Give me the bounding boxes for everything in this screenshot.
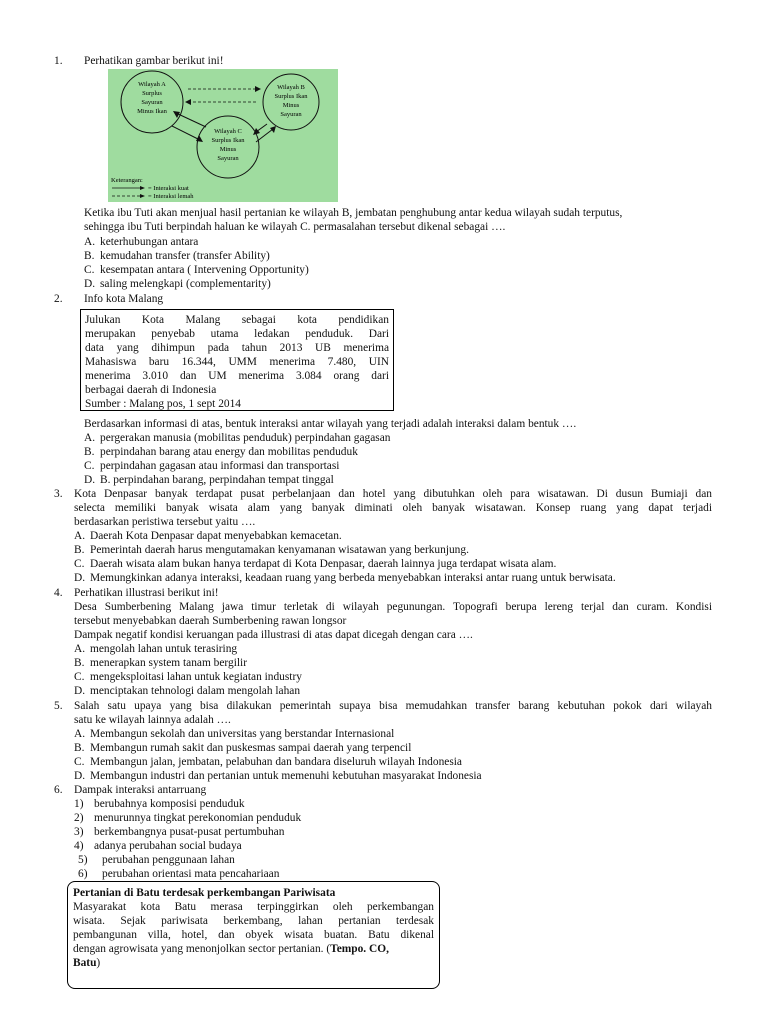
question-5-option-a[interactable]: A. Membangun sekolah dan universitas yang berstandar Internasional xyxy=(74,728,395,740)
question-2-option-a[interactable]: A. pergerakan manusia (mobilitas penduduk) perpindahan gagasan xyxy=(84,432,391,444)
question-2-question: Berdasarkan informasi di atas, bentuk interaksi antar wilayah yang terjadi adalah interaksi dalam bentuk …. xyxy=(84,418,577,430)
article-source-city: Batu xyxy=(73,957,97,969)
question-4-line2: tersebut menyebabkan daerah Sumberbening rawan longsor xyxy=(74,615,347,627)
interaction-diagram xyxy=(108,69,338,202)
question-3-option-d[interactable]: D. Memungkinkan adanya interaksi, keadaan ruang yang berbeda menyebabkan interaksi antar ruang untuk berwisata. xyxy=(74,572,616,584)
diagram-b-line1: Wilayah B xyxy=(277,84,305,91)
question-3-option-c[interactable]: C. Daerah wisata alam bukan hanya terdapat di Kota Denpasar, daerah lainnya juga terdapat wisata alam. xyxy=(74,558,557,570)
question-2-option-c[interactable]: C. perpindahan gagasan atau informasi dan transportasi xyxy=(84,460,340,472)
question-2-title: Info kota Malang xyxy=(84,293,164,305)
impact-item: 4) adanya perubahan social budaya xyxy=(74,840,242,852)
diagram-a-line2: Surplus xyxy=(142,90,162,97)
diagram-a-line1: Wilayah A xyxy=(138,81,166,88)
question-5-option-c[interactable]: C. Membangun jalan, jembatan, pelabuhan dan bandara diseluruh wilayah Indonesia xyxy=(74,756,462,768)
question-5-line1: Salah satu upaya yang bisa dilakukan pemerintah supaya bisa memudahkan transfer barang kebutuhan pokok dari wilayah xyxy=(74,700,712,712)
question-5-number: 5. xyxy=(54,700,63,712)
diagram-a-line4: Minus Ikan xyxy=(137,108,167,115)
article-line: pembangunan villa, hotel, dan obyek wisata buatan. Batu dikenal xyxy=(73,929,434,941)
question-4-option-c[interactable]: C. mengeksploitasi lahan untuk kegiatan industry xyxy=(74,671,302,683)
impact-item: 6) perubahan orientasi mata pencahariaan xyxy=(78,868,280,880)
question-5-option-b[interactable]: B. Membangun rumah sakit dan puskesmas sampai daerah yang terpencil xyxy=(74,742,412,754)
question-1-number: 1. xyxy=(54,55,63,67)
question-4-line3: Dampak negatif kondisi keruangan pada illustrasi di atas dapat dicegah dengan cara …. xyxy=(74,629,473,641)
question-1-body-line1: Ketika ibu Tuti akan menjual hasil pertanian ke wilayah B, jembatan penghubung antar kedua wilayah sudah terputus, xyxy=(84,207,623,219)
article-source: Tempo. CO, xyxy=(330,943,389,955)
diagram-b-line2: Surplus Ikan xyxy=(274,93,308,100)
impact-item: 5) perubahan penggunaan lahan xyxy=(78,854,235,866)
question-4-option-d[interactable]: D. menciptakan tehnologi dalam mengolah lahan xyxy=(74,685,301,697)
impact-item: 2) menurunnya tingkat perekonomian penduduk xyxy=(74,812,302,824)
info-box-source: Sumber : Malang pos, 1 sept 2014 xyxy=(85,398,241,410)
question-3-option-b[interactable]: B. Pemerintah daerah harus mengutamakan kenyamanan wisatawan yang berkunjung. xyxy=(74,544,469,556)
question-4-number: 4. xyxy=(54,587,63,599)
diagram-c-line2: Surplus Ikan xyxy=(211,137,245,144)
question-4-prompt: Perhatikan illustrasi berikut ini! xyxy=(74,587,219,599)
question-4-line1: Desa Sumberbening Malang jawa timur terletak di wilayah pegunungan. Topografi berupa lereng terjal dan curam. Kondisi xyxy=(74,601,712,613)
question-2-number: 2. xyxy=(54,293,63,305)
info-box-line: berbagai daerah di Indonesia xyxy=(85,384,217,396)
question-1-option-c[interactable]: C. kesempatan antara ( Intervening Opportunity) xyxy=(84,264,309,276)
diagram-c-line4: Sayuran xyxy=(217,155,239,162)
question-4-option-b[interactable]: B. menerapkan system tanam bergilir xyxy=(74,657,247,669)
question-1-prompt: Perhatikan gambar berikut ini! xyxy=(84,55,224,67)
question-1-option-a[interactable]: A. keterhubungan antara xyxy=(84,236,199,248)
info-box-line: data yang dihimpun pada tahun 2013 UB menerima xyxy=(85,342,389,354)
diagram-a-line3: Sayuran xyxy=(141,99,163,106)
question-3-number: 3. xyxy=(54,488,63,500)
diagram-c-line3: Minus xyxy=(219,146,237,153)
diagram-legend-weak: = Interaksi lemah xyxy=(148,193,194,200)
question-4-option-a[interactable]: A. mengolah lahan untuk terasiring xyxy=(74,643,238,655)
info-box-line: menerima 3.010 dan UM menerima 3.084 orang dari xyxy=(85,370,389,382)
question-3-line1: Kota Denpasar banyak terdapat pusat perbelanjaan dan hotel yang dibutuhkan oleh para wisatawan. Di dusun Bumiaji dan xyxy=(74,488,712,500)
question-5-line2: satu ke wilayah lainnya adalah …. xyxy=(74,714,231,726)
diagram-b-line3: Minus xyxy=(282,102,300,109)
info-box-malang xyxy=(80,309,394,411)
info-box-line: Julukan Kota Malang sebagai kota pendidikan xyxy=(85,314,389,326)
question-6-title: Dampak interaksi antarruang xyxy=(74,784,207,796)
diagram-legend-title: Keterangan: xyxy=(111,177,143,184)
article-title: Pertanian di Batu terdesak perkembangan Pariwisata xyxy=(73,887,336,899)
question-1-option-b[interactable]: B. kemudahan transfer (transfer Ability) xyxy=(84,250,270,262)
article-box-batu xyxy=(67,881,440,989)
impact-item: 3) berkembangnya pusat-pusat pertumbuhan xyxy=(74,826,285,838)
info-box-line: merupakan penyebab utama ledakan penduduk. Dari xyxy=(85,328,389,340)
article-line: wisata. Sejak pariwisata berkembang, lahan pertanian terdesak xyxy=(73,915,434,927)
question-3-option-a[interactable]: A. Daerah Kota Denpasar dapat menyebabkan kemacetan. xyxy=(74,530,342,542)
question-3-line2: selecta memiliki banyak wisata alam yang banyak diminati oleh banyak wisatawan. Konsep ruang yang dapat terjadi xyxy=(74,502,712,514)
info-box-line: Mahasiswa baru 16.344, UMM menerima 7.480, UIN xyxy=(85,356,389,368)
question-2-option-b[interactable]: B. perpindahan barang atau energy dan mobilitas penduduk xyxy=(84,446,358,458)
diagram-c-line1: Wilayah C xyxy=(214,128,242,135)
question-1-option-d[interactable]: D. saling melengkapi (complementarity) xyxy=(84,278,271,290)
impact-item: 1) berubahnya komposisi penduduk xyxy=(74,798,245,810)
diagram-legend-strong: = Interaksi kuat xyxy=(148,185,189,192)
article-line-5: Batu) xyxy=(73,957,101,969)
question-3-line3: berdasarkan peristiwa tersebut yaitu …. xyxy=(74,516,256,528)
question-2-option-d[interactable]: D. B. perpindahan barang, perpindahan tempat tinggal xyxy=(84,474,334,486)
question-5-option-d[interactable]: D. Membangun industri dan pertanian untuk memenuhi kebutuhan masyarakat Indonesia xyxy=(74,770,482,782)
article-line: Masyarakat kota Batu merasa terpinggirkan oleh perkembangan xyxy=(73,901,434,913)
diagram-b-line4: Sayuran xyxy=(280,111,302,118)
question-1-body-line2: sehingga ibu Tuti berpindah haluan ke wilayah C. permasalahan tersebut dikenal sebagai …. xyxy=(84,221,506,233)
question-6-number: 6. xyxy=(54,784,63,796)
article-line-4: dengan agrowisata yang menonjolkan sector pertanian. (Tempo. CO, xyxy=(73,943,389,955)
